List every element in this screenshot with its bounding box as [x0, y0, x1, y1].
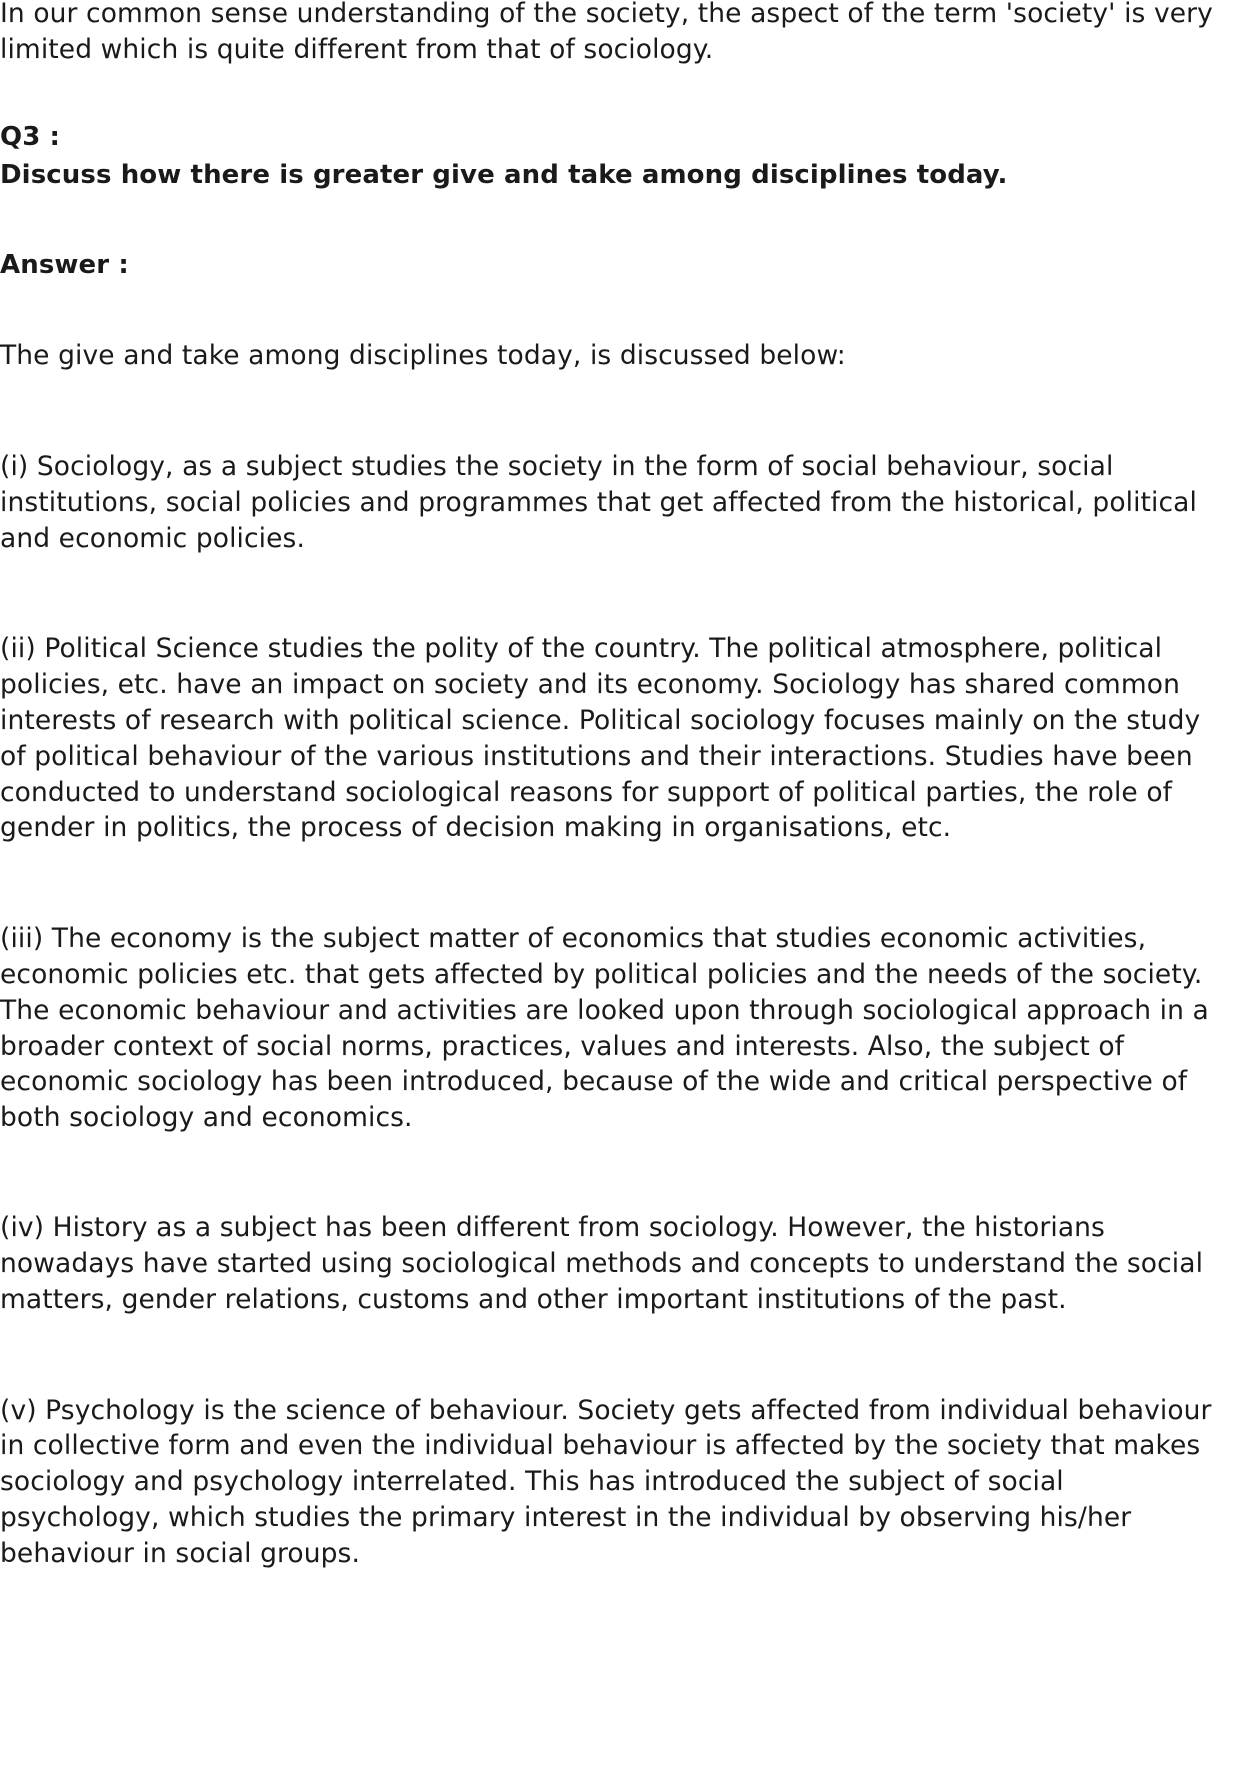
point-line: behaviour in social groups.: [0, 1538, 360, 1569]
intro-line: limited which is quite different from that of sociology.: [0, 34, 714, 65]
point-line: nowadays have started using sociological methods and concepts to understand the social: [0, 1248, 1204, 1279]
point-line: and economic policies.: [0, 523, 305, 554]
point-line: (v) Psychology is the science of behaviour. Society gets affected from individual behaviour: [0, 1395, 1212, 1426]
intro-line: In our common sense understanding of the society, the aspect of the term 'society' is very: [0, 0, 1213, 29]
point-line: economic policies etc. that gets affected by political policies and the needs of the society.: [0, 959, 1203, 990]
point-line: in collective form and even the individual behaviour is affected by the society that makes: [0, 1430, 1201, 1461]
point-line: institutions, social policies and programmes that get affected from the historical, political: [0, 487, 1197, 518]
point-line: (ii) Political Science studies the polity of the country. The political atmosphere, political: [0, 633, 1163, 664]
point-line: (iv) History as a subject has been different from sociology. However, the historians: [0, 1212, 1105, 1243]
point-line: gender in politics, the process of decision making in organisations, etc.: [0, 812, 952, 843]
point-line: policies, etc. have an impact on society and its economy. Sociology has shared common: [0, 669, 1180, 700]
point-line: sociology and psychology interrelated. This has introduced the subject of social: [0, 1466, 1064, 1497]
point-line: of political behaviour of the various institutions and their interactions. Studies have been: [0, 741, 1193, 772]
question-text: Discuss how there is greater give and take among disciplines today.: [0, 160, 1008, 190]
question-label: Q3 :: [0, 122, 61, 152]
point-line: conducted to understand sociological reasons for support of political parties, the role of: [0, 777, 1173, 808]
point-line: both sociology and economics.: [0, 1102, 413, 1133]
answer-label: Answer :: [0, 250, 129, 280]
point-line: broader context of social norms, practices, values and interests. Also, the subject of: [0, 1031, 1125, 1062]
point-line: The economic behaviour and activities are looked upon through sociological approach in a: [0, 995, 1209, 1026]
point-line: matters, gender relations, customs and other important institutions of the past.: [0, 1284, 1067, 1315]
answer-lead: The give and take among disciplines today, is discussed below:: [0, 340, 846, 371]
point-line: psychology, which studies the primary interest in the individual by observing his/her: [0, 1502, 1132, 1533]
point-line: economic sociology has been introduced, because of the wide and critical perspective of: [0, 1066, 1188, 1097]
point-line: (iii) The economy is the subject matter of economics that studies economic activities,: [0, 923, 1147, 954]
point-line: (i) Sociology, as a subject studies the society in the form of social behaviour, social: [0, 451, 1114, 482]
point-line: interests of research with political science. Political sociology focuses mainly on the study: [0, 705, 1201, 736]
